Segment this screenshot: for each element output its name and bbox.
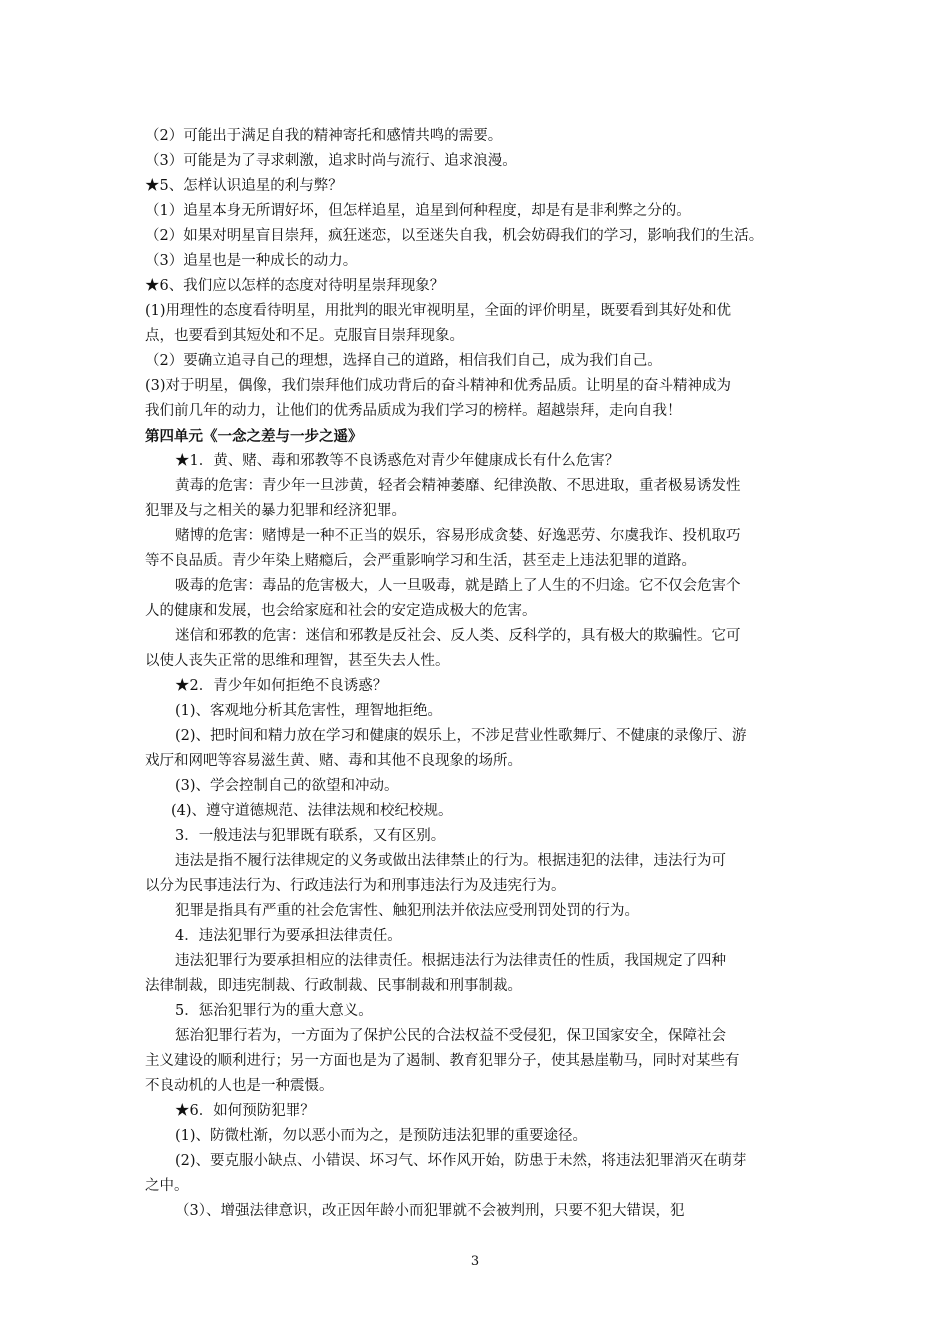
text-line: （2）可能出于满足自我的精神寄托和感情共鸣的需要。: [145, 128, 503, 144]
page-number: 3: [470, 1254, 480, 1269]
text-line: 点，也要看到其短处和不足。克服盲目崇拜现象。: [145, 328, 464, 344]
text-line: (3)、学会控制自己的欲望和冲动。: [175, 778, 399, 794]
text-line: 犯罪及与之相关的暴力犯罪和经济犯罪。: [145, 503, 406, 519]
text-line: 等不良品质。青少年染上赌瘾后，会严重影响学习和生活，甚至走上违法犯罪的道路。: [145, 553, 696, 569]
text-line: 赌博的危害：赌博是一种不正当的娱乐，容易形成贪婪、好逸恶劳、尔虞我诈、投机取巧: [175, 528, 741, 544]
question-heading: ★5、怎样认识追星的利与弊？: [145, 178, 343, 194]
text-line: 人的健康和发展，也会给家庭和社会的安定造成极大的危害。: [145, 603, 537, 619]
text-line: (1)、客观地分析其危害性，理智地拒绝。: [175, 703, 443, 719]
text-line: 惩治犯罪行若为，一方面为了保护公民的合法权益不受侵犯，保卫国家安全，保障社会: [175, 1028, 726, 1044]
text-line: (1)、防微杜渐，勿以恶小而为之，是预防违法犯罪的重要途径。: [175, 1128, 588, 1144]
text-line: (1)用理性的态度看待明星，用批判的眼光审视明星，全面的评价明星，既要看到其好处和优: [145, 303, 732, 319]
text-line: 不良动机的人也是一种震慑。: [145, 1078, 334, 1094]
document-body: [145, 124, 813, 1224]
text-line: (2)、把时间和精力放在学习和健康的娱乐上，不涉足营业性歌舞厅、不健康的录像厅、游: [175, 728, 747, 744]
question-heading: ★2．青少年如何拒绝不良诱惑？: [175, 678, 388, 694]
text-line: （1）追星本身无所谓好坏，但怎样追星，追星到何种程度，却是有是非利弊之分的。: [145, 203, 691, 219]
text-line: （3）追星也是一种成长的动力。: [145, 253, 358, 269]
text-line: (2)、要克服小缺点、小错误、坏习气、坏作风开始，防患于未然，将违法犯罪消灭在萌芽: [175, 1153, 747, 1169]
text-line: 以分为民事违法行为、行政违法行为和刑事违法行为及违宪行为。: [145, 878, 566, 894]
question-heading: ★6．如何预防犯罪？: [175, 1103, 315, 1119]
text-line: (3)对于明星，偶像，我们崇拜他们成功背后的奋斗精神和优秀品质。让明星的奋斗精神成为: [145, 378, 732, 394]
text-line: （3）可能是为了寻求刺激，追求时尚与流行、追求浪漫。: [145, 153, 517, 169]
text-line: 戏厅和网吧等容易滋生黄、赌、毒和其他不良现象的场所。: [145, 753, 522, 769]
question-heading: ★1．黄、赌、毒和邪教等不良诱惑危对青少年健康成长有什么危害？: [175, 453, 620, 469]
text-line: 之中。: [145, 1178, 189, 1194]
text-line: (4)、遵守道德规范、法律法规和校纪校规。: [171, 803, 453, 819]
text-line: 主义建设的顺利进行；另一方面也是为了遏制、教育犯罪分子，使其悬崖勒马，同时对某些有: [145, 1053, 740, 1069]
text-line: 黄毒的危害：青少年一旦涉黄，轻者会精神萎靡、纪律涣散、不思进取，重者极易诱发性: [175, 478, 741, 494]
text-line: 迷信和邪教的危害：迷信和邪教是反社会、反人类、反科学的，具有极大的欺骗性。它可: [175, 628, 741, 644]
text-line: 我们前几年的动力，让他们的优秀品质成为我们学习的榜样。超越崇拜，走向自我！: [145, 403, 682, 419]
text-line: （2）如果对明星盲目崇拜，疯狂迷恋，以至迷失自我，机会妨碍我们的学习，影响我们的生活。: [145, 228, 764, 244]
section-heading: 5．惩治犯罪行为的重大意义。: [175, 1003, 373, 1019]
text-line: （3）、增强法律意识，改正因年龄小而犯罪就不会被判刑，只要不犯大错误，犯: [175, 1203, 685, 1219]
text-line: 犯罪是指具有严重的社会危害性、触犯刑法并依法应受刑罚处罚的行为。: [175, 903, 639, 919]
text-line: 违法是指不履行法律规定的义务或做出法律禁止的行为。根据违犯的法律，违法行为可: [175, 853, 726, 869]
text-line: 以使人丧失正常的思维和理智，甚至失去人性。: [145, 653, 450, 669]
text-line: 违法犯罪行为要承担相应的法律责任。根据违法行为法律责任的性质，我国规定了四种: [175, 953, 726, 969]
text-line: 吸毒的危害：毒品的危害极大，人一旦吸毒，就是踏上了人生的不归途。它不仅会危害个: [175, 578, 741, 594]
section-heading: 3．一般违法与犯罪既有联系，又有区别。: [175, 828, 446, 844]
unit-heading: 第四单元《一念之差与一步之遥》: [145, 428, 363, 445]
text-line: （2）要确立追寻自己的理想，选择自己的道路，相信我们自己，成为我们自己。: [145, 353, 662, 369]
question-heading: ★6、我们应以怎样的态度对待明星崇拜现象？: [145, 278, 445, 294]
section-heading: 4．违法犯罪行为要承担法律责任。: [175, 928, 402, 944]
text-line: 法律制裁，即违宪制裁、行政制裁、民事制裁和刑事制裁。: [145, 978, 522, 994]
